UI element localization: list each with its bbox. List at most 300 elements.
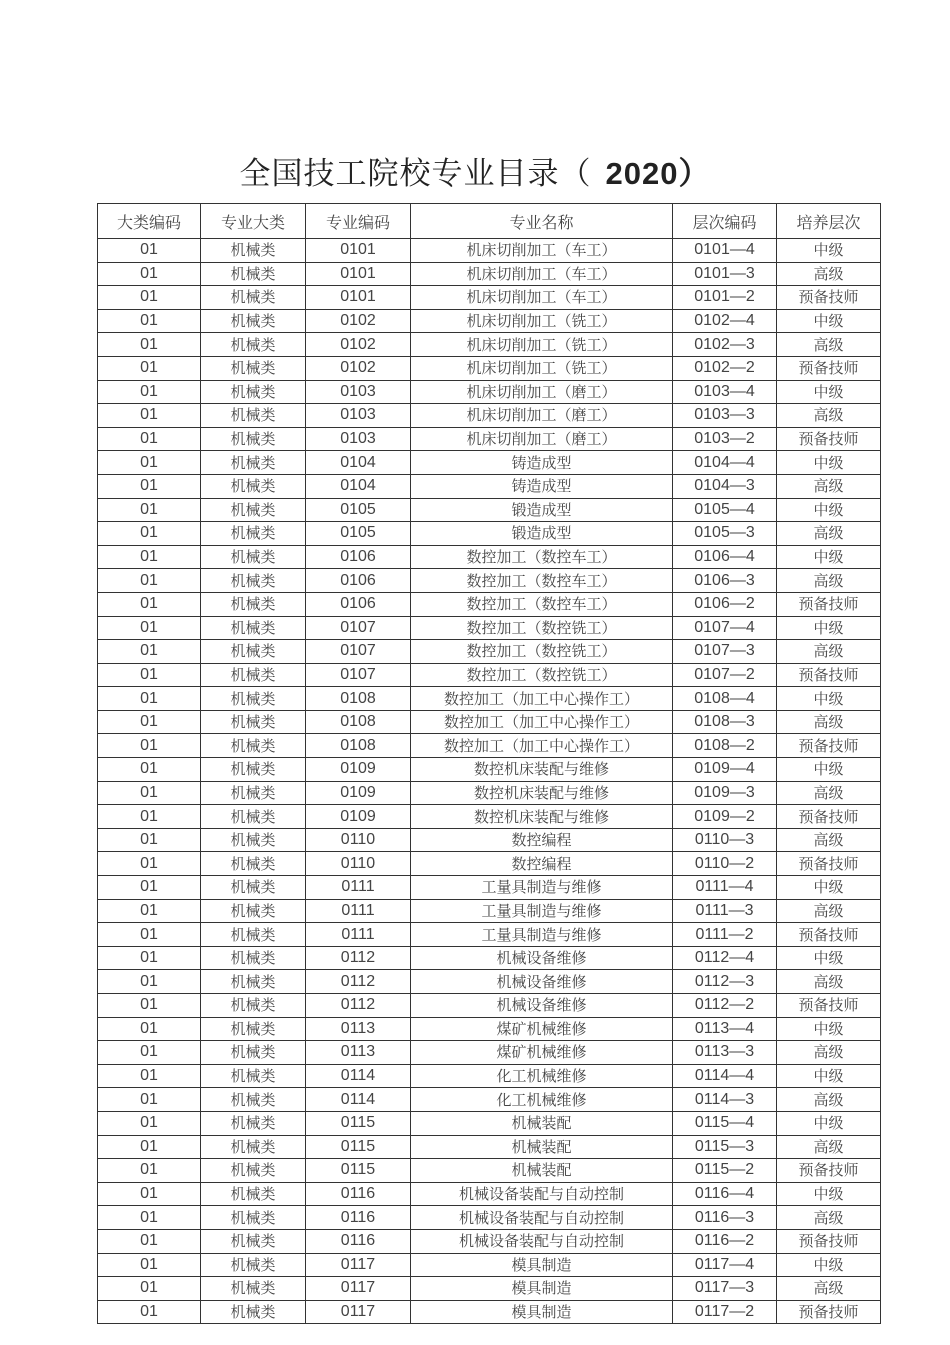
level-cell: 中级 (777, 545, 881, 569)
level-cell: 预备技师 (777, 286, 881, 310)
category-code-cell: 01 (98, 451, 201, 475)
table-row (98, 1041, 881, 1065)
category-cell: 机械类 (201, 1253, 306, 1277)
category-cell: 机械类 (201, 970, 306, 994)
major-name-cell: 数控加工（加工中心操作工） (411, 734, 673, 758)
major-code-cell: 0115 (306, 1135, 411, 1159)
major-code-cell: 0117 (306, 1277, 411, 1301)
level-code-cell: 0106—4 (673, 545, 777, 569)
level-cell: 高级 (777, 404, 881, 428)
level-cell: 中级 (777, 758, 881, 782)
major-name-cell: 煤矿机械维修 (411, 1041, 673, 1065)
category-cell: 机械类 (201, 687, 306, 711)
major-name-cell: 数控加工（数控铣工） (411, 616, 673, 640)
header-level: 培养层次 (777, 204, 881, 239)
major-code-cell: 0117 (306, 1300, 411, 1324)
category-cell: 机械类 (201, 828, 306, 852)
category-code-cell: 01 (98, 876, 201, 900)
major-name-cell: 数控加工（数控铣工） (411, 663, 673, 687)
table-row (98, 522, 881, 546)
level-code-cell: 0115—4 (673, 1111, 777, 1135)
table-row (98, 640, 881, 664)
table-row (98, 309, 881, 333)
level-code-cell: 0104—4 (673, 451, 777, 475)
level-cell: 预备技师 (777, 923, 881, 947)
category-code-cell: 01 (98, 545, 201, 569)
table-row (98, 569, 881, 593)
table-body (98, 239, 881, 1324)
level-cell: 预备技师 (777, 427, 881, 451)
category-code-cell: 01 (98, 380, 201, 404)
level-code-cell: 0103—3 (673, 404, 777, 428)
level-code-cell: 0111—4 (673, 876, 777, 900)
category-code-cell: 01 (98, 640, 201, 664)
table-row (98, 805, 881, 829)
level-cell: 高级 (777, 1041, 881, 1065)
category-cell: 机械类 (201, 710, 306, 734)
category-cell: 机械类 (201, 569, 306, 593)
major-code-cell: 0113 (306, 1017, 411, 1041)
category-code-cell: 01 (98, 498, 201, 522)
category-cell: 机械类 (201, 380, 306, 404)
level-code-cell: 0102—3 (673, 333, 777, 357)
major-name-cell: 煤矿机械维修 (411, 1017, 673, 1041)
table-row (98, 1182, 881, 1206)
category-code-cell: 01 (98, 1111, 201, 1135)
category-cell: 机械类 (201, 1182, 306, 1206)
major-name-cell: 机床切削加工（车工） (411, 286, 673, 310)
level-cell: 中级 (777, 946, 881, 970)
title-main: 全国技工院校专业目录（ (239, 156, 592, 192)
table-row (98, 758, 881, 782)
major-name-cell: 数控加工（数控车工） (411, 569, 673, 593)
category-cell: 机械类 (201, 781, 306, 805)
level-cell: 高级 (777, 970, 881, 994)
table-row (98, 1088, 881, 1112)
category-code-cell: 01 (98, 333, 201, 357)
category-cell: 机械类 (201, 286, 306, 310)
category-code-cell: 01 (98, 1064, 201, 1088)
category-cell: 机械类 (201, 734, 306, 758)
category-cell: 机械类 (201, 262, 306, 286)
level-code-cell: 0116—4 (673, 1182, 777, 1206)
table-row (98, 946, 881, 970)
category-code-cell: 01 (98, 970, 201, 994)
header-category: 专业大类 (201, 204, 306, 239)
table-header-row (98, 204, 881, 239)
category-code-cell: 01 (98, 1135, 201, 1159)
category-code-cell: 01 (98, 1017, 201, 1041)
category-code-cell: 01 (98, 1206, 201, 1230)
category-code-cell: 01 (98, 663, 201, 687)
category-cell: 机械类 (201, 852, 306, 876)
major-code-cell: 0114 (306, 1064, 411, 1088)
category-cell: 机械类 (201, 474, 306, 498)
major-code-cell: 0112 (306, 946, 411, 970)
table-row (98, 876, 881, 900)
level-cell: 中级 (777, 687, 881, 711)
level-cell: 高级 (777, 1088, 881, 1112)
level-cell: 高级 (777, 569, 881, 593)
level-code-cell: 0106—2 (673, 592, 777, 616)
category-cell: 机械类 (201, 1159, 306, 1183)
level-cell: 预备技师 (777, 805, 881, 829)
major-code-cell: 0108 (306, 687, 411, 711)
category-cell: 机械类 (201, 1111, 306, 1135)
category-cell: 机械类 (201, 404, 306, 428)
major-name-cell: 机械设备装配与自动控制 (411, 1229, 673, 1253)
category-cell: 机械类 (201, 239, 306, 263)
level-code-cell: 0111—3 (673, 899, 777, 923)
major-name-cell: 机械设备维修 (411, 994, 673, 1018)
major-name-cell: 数控加工（数控车工） (411, 592, 673, 616)
level-cell: 高级 (777, 333, 881, 357)
level-cell: 高级 (777, 474, 881, 498)
level-cell: 高级 (777, 1277, 881, 1301)
level-code-cell: 0113—3 (673, 1041, 777, 1065)
level-code-cell: 0111—2 (673, 923, 777, 947)
table-row (98, 970, 881, 994)
category-code-cell: 01 (98, 239, 201, 263)
major-name-cell: 机械设备装配与自动控制 (411, 1182, 673, 1206)
table-row (98, 592, 881, 616)
category-code-cell: 01 (98, 474, 201, 498)
major-code-cell: 0103 (306, 380, 411, 404)
level-code-cell: 0105—3 (673, 522, 777, 546)
level-code-cell: 0108—2 (673, 734, 777, 758)
category-code-cell: 01 (98, 1229, 201, 1253)
category-code-cell: 01 (98, 899, 201, 923)
category-code-cell: 01 (98, 404, 201, 428)
level-code-cell: 0107—2 (673, 663, 777, 687)
category-code-cell: 01 (98, 734, 201, 758)
category-code-cell: 01 (98, 1300, 201, 1324)
category-code-cell: 01 (98, 710, 201, 734)
table-row (98, 828, 881, 852)
level-code-cell: 0115—2 (673, 1159, 777, 1183)
major-name-cell: 数控加工（数控车工） (411, 545, 673, 569)
category-code-cell: 01 (98, 427, 201, 451)
level-code-cell: 0104—3 (673, 474, 777, 498)
level-cell: 中级 (777, 498, 881, 522)
category-cell: 机械类 (201, 1300, 306, 1324)
major-name-cell: 模具制造 (411, 1300, 673, 1324)
table-row (98, 427, 881, 451)
major-code-cell: 0111 (306, 876, 411, 900)
major-name-cell: 机床切削加工（铣工） (411, 356, 673, 380)
major-code-cell: 0107 (306, 616, 411, 640)
table-row (98, 1229, 881, 1253)
table-row (98, 239, 881, 263)
major-code-cell: 0116 (306, 1229, 411, 1253)
category-cell: 机械类 (201, 616, 306, 640)
level-cell: 中级 (777, 1017, 881, 1041)
level-code-cell: 0109—3 (673, 781, 777, 805)
table-row (98, 333, 881, 357)
major-name-cell: 模具制造 (411, 1277, 673, 1301)
table-row (98, 262, 881, 286)
table-row (98, 404, 881, 428)
level-code-cell: 0102—2 (673, 356, 777, 380)
category-code-cell: 01 (98, 1088, 201, 1112)
major-code-cell: 0103 (306, 427, 411, 451)
category-code-cell: 01 (98, 781, 201, 805)
major-name-cell: 数控加工（加工中心操作工） (411, 687, 673, 711)
category-cell: 机械类 (201, 758, 306, 782)
category-code-cell: 01 (98, 923, 201, 947)
major-code-cell: 0111 (306, 899, 411, 923)
major-name-cell: 锻造成型 (411, 498, 673, 522)
major-name-cell: 机械设备维修 (411, 946, 673, 970)
level-cell: 中级 (777, 451, 881, 475)
category-cell: 机械类 (201, 1088, 306, 1112)
level-cell: 中级 (777, 1064, 881, 1088)
category-cell: 机械类 (201, 1277, 306, 1301)
table-row (98, 1206, 881, 1230)
major-code-cell: 0110 (306, 828, 411, 852)
level-code-cell: 0117—2 (673, 1300, 777, 1324)
category-cell: 机械类 (201, 899, 306, 923)
level-cell: 高级 (777, 640, 881, 664)
category-cell: 机械类 (201, 545, 306, 569)
major-code-cell: 0101 (306, 262, 411, 286)
level-code-cell: 0105—4 (673, 498, 777, 522)
major-code-cell: 0113 (306, 1041, 411, 1065)
level-code-cell: 0112—3 (673, 970, 777, 994)
category-code-cell: 01 (98, 262, 201, 286)
table-row (98, 451, 881, 475)
major-code-cell: 0101 (306, 286, 411, 310)
table-row (98, 1300, 881, 1324)
level-cell: 预备技师 (777, 1229, 881, 1253)
level-code-cell: 0101—4 (673, 239, 777, 263)
category-cell: 机械类 (201, 1229, 306, 1253)
page-title (0, 148, 950, 193)
major-name-cell: 机床切削加工（车工） (411, 239, 673, 263)
major-name-cell: 机床切削加工（铣工） (411, 333, 673, 357)
level-cell: 高级 (777, 1206, 881, 1230)
major-name-cell: 数控机床装配与维修 (411, 805, 673, 829)
title-year: 2020） (605, 156, 711, 191)
level-code-cell: 0114—4 (673, 1064, 777, 1088)
major-code-cell: 0108 (306, 734, 411, 758)
category-code-cell: 01 (98, 522, 201, 546)
category-cell: 机械类 (201, 498, 306, 522)
table-row (98, 1064, 881, 1088)
table-row (98, 498, 881, 522)
category-cell: 机械类 (201, 1064, 306, 1088)
level-cell: 预备技师 (777, 1159, 881, 1183)
table-row (98, 1111, 881, 1135)
category-cell: 机械类 (201, 805, 306, 829)
category-cell: 机械类 (201, 663, 306, 687)
major-name-cell: 铸造成型 (411, 474, 673, 498)
major-name-cell: 机械装配 (411, 1159, 673, 1183)
table-row (98, 380, 881, 404)
table-row (98, 545, 881, 569)
major-code-cell: 0106 (306, 569, 411, 593)
major-name-cell: 模具制造 (411, 1253, 673, 1277)
level-cell: 高级 (777, 781, 881, 805)
table-row (98, 1159, 881, 1183)
major-name-cell: 数控机床装配与维修 (411, 781, 673, 805)
header-level-code: 层次编码 (673, 204, 777, 239)
major-code-cell: 0102 (306, 333, 411, 357)
level-code-cell: 0103—4 (673, 380, 777, 404)
level-code-cell: 0108—3 (673, 710, 777, 734)
category-code-cell: 01 (98, 946, 201, 970)
level-code-cell: 0113—4 (673, 1017, 777, 1041)
major-name-cell: 机床切削加工（磨工） (411, 404, 673, 428)
major-name-cell: 机械装配 (411, 1111, 673, 1135)
table-row (98, 781, 881, 805)
level-code-cell: 0114—3 (673, 1088, 777, 1112)
major-code-cell: 0102 (306, 356, 411, 380)
level-cell: 预备技师 (777, 734, 881, 758)
major-code-cell: 0110 (306, 852, 411, 876)
major-name-cell: 化工机械维修 (411, 1064, 673, 1088)
level-cell: 高级 (777, 1135, 881, 1159)
category-cell: 机械类 (201, 356, 306, 380)
category-cell: 机械类 (201, 309, 306, 333)
level-code-cell: 0117—4 (673, 1253, 777, 1277)
major-code-cell: 0109 (306, 805, 411, 829)
category-code-cell: 01 (98, 309, 201, 333)
category-cell: 机械类 (201, 876, 306, 900)
level-code-cell: 0106—3 (673, 569, 777, 593)
level-code-cell: 0112—4 (673, 946, 777, 970)
level-cell: 预备技师 (777, 592, 881, 616)
major-code-cell: 0114 (306, 1088, 411, 1112)
category-cell: 机械类 (201, 1017, 306, 1041)
level-code-cell: 0109—2 (673, 805, 777, 829)
level-code-cell: 0112—2 (673, 994, 777, 1018)
category-code-cell: 01 (98, 1041, 201, 1065)
category-code-cell: 01 (98, 828, 201, 852)
level-code-cell: 0116—2 (673, 1229, 777, 1253)
category-cell: 机械类 (201, 1206, 306, 1230)
major-name-cell: 机械装配 (411, 1135, 673, 1159)
category-cell: 机械类 (201, 946, 306, 970)
level-cell: 中级 (777, 876, 881, 900)
level-cell: 中级 (777, 616, 881, 640)
table-row (98, 994, 881, 1018)
major-code-cell: 0108 (306, 710, 411, 734)
major-name-cell: 工量具制造与维修 (411, 876, 673, 900)
major-code-cell: 0107 (306, 640, 411, 664)
major-code-cell: 0107 (306, 663, 411, 687)
major-code-cell: 0109 (306, 758, 411, 782)
major-code-cell: 0102 (306, 309, 411, 333)
table-row (98, 356, 881, 380)
table-row (98, 923, 881, 947)
major-code-cell: 0105 (306, 522, 411, 546)
major-catalog-table (97, 203, 881, 1324)
level-code-cell: 0116—3 (673, 1206, 777, 1230)
major-code-cell: 0105 (306, 498, 411, 522)
level-code-cell: 0107—3 (673, 640, 777, 664)
header-major-code: 专业编码 (306, 204, 411, 239)
category-cell: 机械类 (201, 1041, 306, 1065)
major-code-cell: 0106 (306, 545, 411, 569)
category-cell: 机械类 (201, 640, 306, 664)
level-code-cell: 0107—4 (673, 616, 777, 640)
major-name-cell: 工量具制造与维修 (411, 899, 673, 923)
level-cell: 中级 (777, 1111, 881, 1135)
major-code-cell: 0112 (306, 970, 411, 994)
category-cell: 机械类 (201, 333, 306, 357)
level-code-cell: 0110—2 (673, 852, 777, 876)
category-code-cell: 01 (98, 569, 201, 593)
major-code-cell: 0117 (306, 1253, 411, 1277)
major-code-cell: 0116 (306, 1206, 411, 1230)
level-code-cell: 0101—2 (673, 286, 777, 310)
category-cell: 机械类 (201, 994, 306, 1018)
category-code-cell: 01 (98, 852, 201, 876)
major-name-cell: 数控编程 (411, 852, 673, 876)
major-code-cell: 0115 (306, 1111, 411, 1135)
level-code-cell: 0102—4 (673, 309, 777, 333)
major-name-cell: 铸造成型 (411, 451, 673, 475)
category-code-cell: 01 (98, 1159, 201, 1183)
table-row (98, 616, 881, 640)
major-name-cell: 化工机械维修 (411, 1088, 673, 1112)
major-code-cell: 0112 (306, 994, 411, 1018)
category-cell: 机械类 (201, 522, 306, 546)
level-cell: 高级 (777, 710, 881, 734)
major-code-cell: 0104 (306, 451, 411, 475)
level-code-cell: 0101—3 (673, 262, 777, 286)
level-cell: 预备技师 (777, 663, 881, 687)
table-row (98, 687, 881, 711)
category-code-cell: 01 (98, 592, 201, 616)
major-code-cell: 0106 (306, 592, 411, 616)
header-major-name: 专业名称 (411, 204, 673, 239)
level-code-cell: 0103—2 (673, 427, 777, 451)
level-cell: 高级 (777, 899, 881, 923)
category-code-cell: 01 (98, 356, 201, 380)
major-name-cell: 锻造成型 (411, 522, 673, 546)
level-code-cell: 0117—3 (673, 1277, 777, 1301)
level-cell: 预备技师 (777, 356, 881, 380)
category-code-cell: 01 (98, 1253, 201, 1277)
category-code-cell: 01 (98, 1277, 201, 1301)
level-cell: 预备技师 (777, 852, 881, 876)
table-row (98, 734, 881, 758)
category-cell: 机械类 (201, 923, 306, 947)
level-cell: 中级 (777, 309, 881, 333)
major-code-cell: 0103 (306, 404, 411, 428)
level-cell: 中级 (777, 1182, 881, 1206)
table-row (98, 1135, 881, 1159)
level-cell: 中级 (777, 239, 881, 263)
category-code-cell: 01 (98, 616, 201, 640)
table-row (98, 474, 881, 498)
level-cell: 高级 (777, 828, 881, 852)
category-cell: 机械类 (201, 592, 306, 616)
major-name-cell: 机械设备装配与自动控制 (411, 1206, 673, 1230)
category-code-cell: 01 (98, 1182, 201, 1206)
table-row (98, 1017, 881, 1041)
level-cell: 中级 (777, 1253, 881, 1277)
category-cell: 机械类 (201, 427, 306, 451)
category-code-cell: 01 (98, 805, 201, 829)
major-name-cell: 工量具制造与维修 (411, 923, 673, 947)
major-name-cell: 机床切削加工（铣工） (411, 309, 673, 333)
category-code-cell: 01 (98, 687, 201, 711)
major-name-cell: 机床切削加工（车工） (411, 262, 673, 286)
table-row (98, 852, 881, 876)
